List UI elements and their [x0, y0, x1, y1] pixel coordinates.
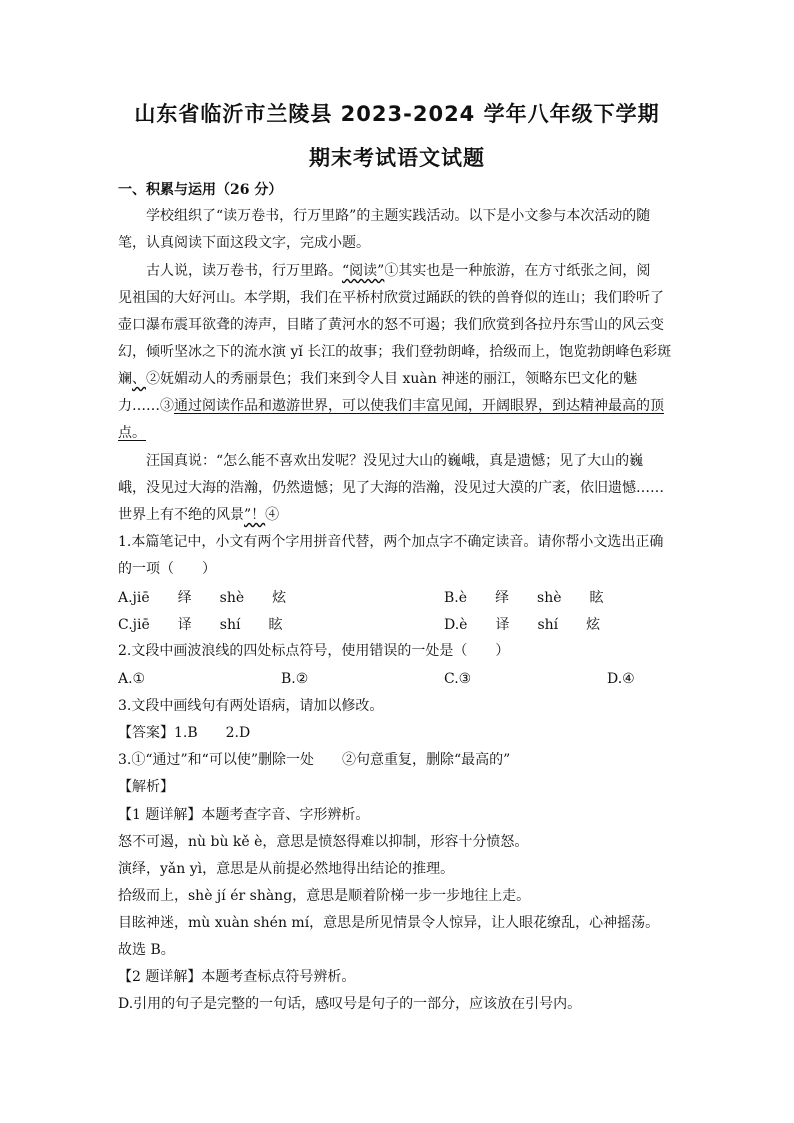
q1-option-a: A.jiē 绎 shè 炫	[118, 590, 287, 606]
q1-option-c: C.jiē 译 shí 眩	[118, 617, 283, 633]
detail-2-heading: 【2 题详解】本题考查标点符号辨析。	[118, 969, 356, 985]
detail-2-line-1: D.引用的句子是完整的一句话，感叹号是句子的一部分，应该放在引号内。	[118, 996, 582, 1012]
q2-option-c: C.③	[444, 671, 472, 687]
analysis-heading: 【解析】	[118, 779, 174, 795]
question-1-line-1: 1.本篇笔记中，小文有两个字用拼音代替，两个加点字不确定读音。请你帮小文选出正确	[118, 534, 664, 550]
wavy-mark-1: “阅读”	[342, 263, 385, 279]
question-2: 2.文段中画波浪线的四处标点符号，使用错误的一处是（ ）	[118, 643, 510, 659]
question-1-line-2: 的一项（ ）	[118, 561, 216, 577]
passage-line-6: 力……③通过阅读作品和遨游世界，可以使我们丰富见闻，开阔眼界，到达精神最高的顶	[118, 398, 664, 414]
underlined-sentence: 通过阅读作品和遨游世界，可以使我们丰富见闻，开阔眼界，到达精神最高的顶	[174, 398, 664, 414]
q1-option-b: B.è 绎 shè 眩	[444, 590, 604, 606]
quote-line-3: 世界上有不绝的风景”！④	[118, 507, 280, 523]
passage-line-5: 斓、②妩媚动人的秀丽景色；我们来到令人目 xuàn 神迷的丽江，领略东巴文化的魅	[118, 371, 638, 387]
q1-option-d: D.è 译 shí 炫	[444, 617, 601, 633]
answer-line: 【答案】1.B 2.D	[118, 725, 251, 741]
intro-line-1: 学校组织了“读万卷书，行万里路”的主题实践活动。以下是小文参与本次活动的随	[146, 208, 651, 224]
quote-line-2: 峨，没见过大海的浩瀚，仍然遗憾；见了大海的浩瀚，没见过大漠的广袤，依旧遗憾……	[118, 480, 664, 496]
wavy-mark-2: 、	[132, 371, 146, 387]
question-3: 3.文段中画线句有两处语病，请加以修改。	[118, 698, 384, 714]
detail-1-line-5: 故选 B。	[118, 942, 175, 958]
passage-line-2: 见祖国的大好河山。本学期，我们在平桥村欣赏过踊跃的铁的兽脊似的连山；我们聆听了	[118, 290, 664, 306]
detail-1-line-1: 怒不可遏，nù bù kě è，意思是愤怒得难以抑制，形容十分愤怒。	[118, 834, 529, 850]
detail-1-line-3: 拾级而上，shè jí ér shàng，意思是顺着阶梯一步一步地往上走。	[118, 888, 531, 904]
q2-option-d: D.④	[607, 671, 635, 687]
detail-1-line-2: 演绎，yǎn yì，意思是从前提必然地得出结论的推理。	[118, 861, 455, 877]
detail-1-line-4: 目眩神迷，mù xuàn shén mí，意思是所见情景令人惊异，让人眼花缭乱，心神摇荡。	[118, 915, 660, 931]
quote-line-1: 汪国真说：“怎么能不喜欢出发呢？没见过大山的巍峨，真是遗憾；见了大山的巍	[146, 453, 644, 469]
q2-option-a: A.①	[118, 671, 146, 687]
passage-line-4: 幻，倾听坚冰之下的流水演 yǐ 长江的故事；我们登勃朗峰，拾级而上，饱览勃朗峰色彩斑	[118, 344, 672, 360]
q2-option-b: B.②	[281, 671, 309, 687]
passage-line-3: 壶口瀑布震耳欲聋的涛声，目睹了黄河水的怒不可遏；我们欣赏到各拉丹东雪山的风云变	[118, 317, 664, 333]
answer-3-line: 3.①“通过”和“可以使”删除一处 ②句意重复，删除“最高的”	[118, 752, 511, 768]
passage-line-1: 古人说，读万卷书，行万里路。“阅读”①其实也是一种旅游，在方寸纸张之间，阅	[146, 263, 651, 279]
intro-line-2: 笔，认真阅读下面这段文字，完成小题。	[118, 235, 370, 251]
detail-1-heading: 【1 题详解】本题考查字音、字形辨析。	[118, 807, 370, 823]
passage-line-7: 点。	[118, 425, 146, 441]
title-line-2: 期末考试语文试题	[309, 146, 485, 170]
title-line-1: 山东省临沂市兰陵县 2023-2024 学年八年级下学期	[134, 102, 660, 126]
wavy-mark-4: ”！	[244, 507, 266, 523]
section-heading: 一、积累与运用（26 分）	[118, 182, 283, 198]
